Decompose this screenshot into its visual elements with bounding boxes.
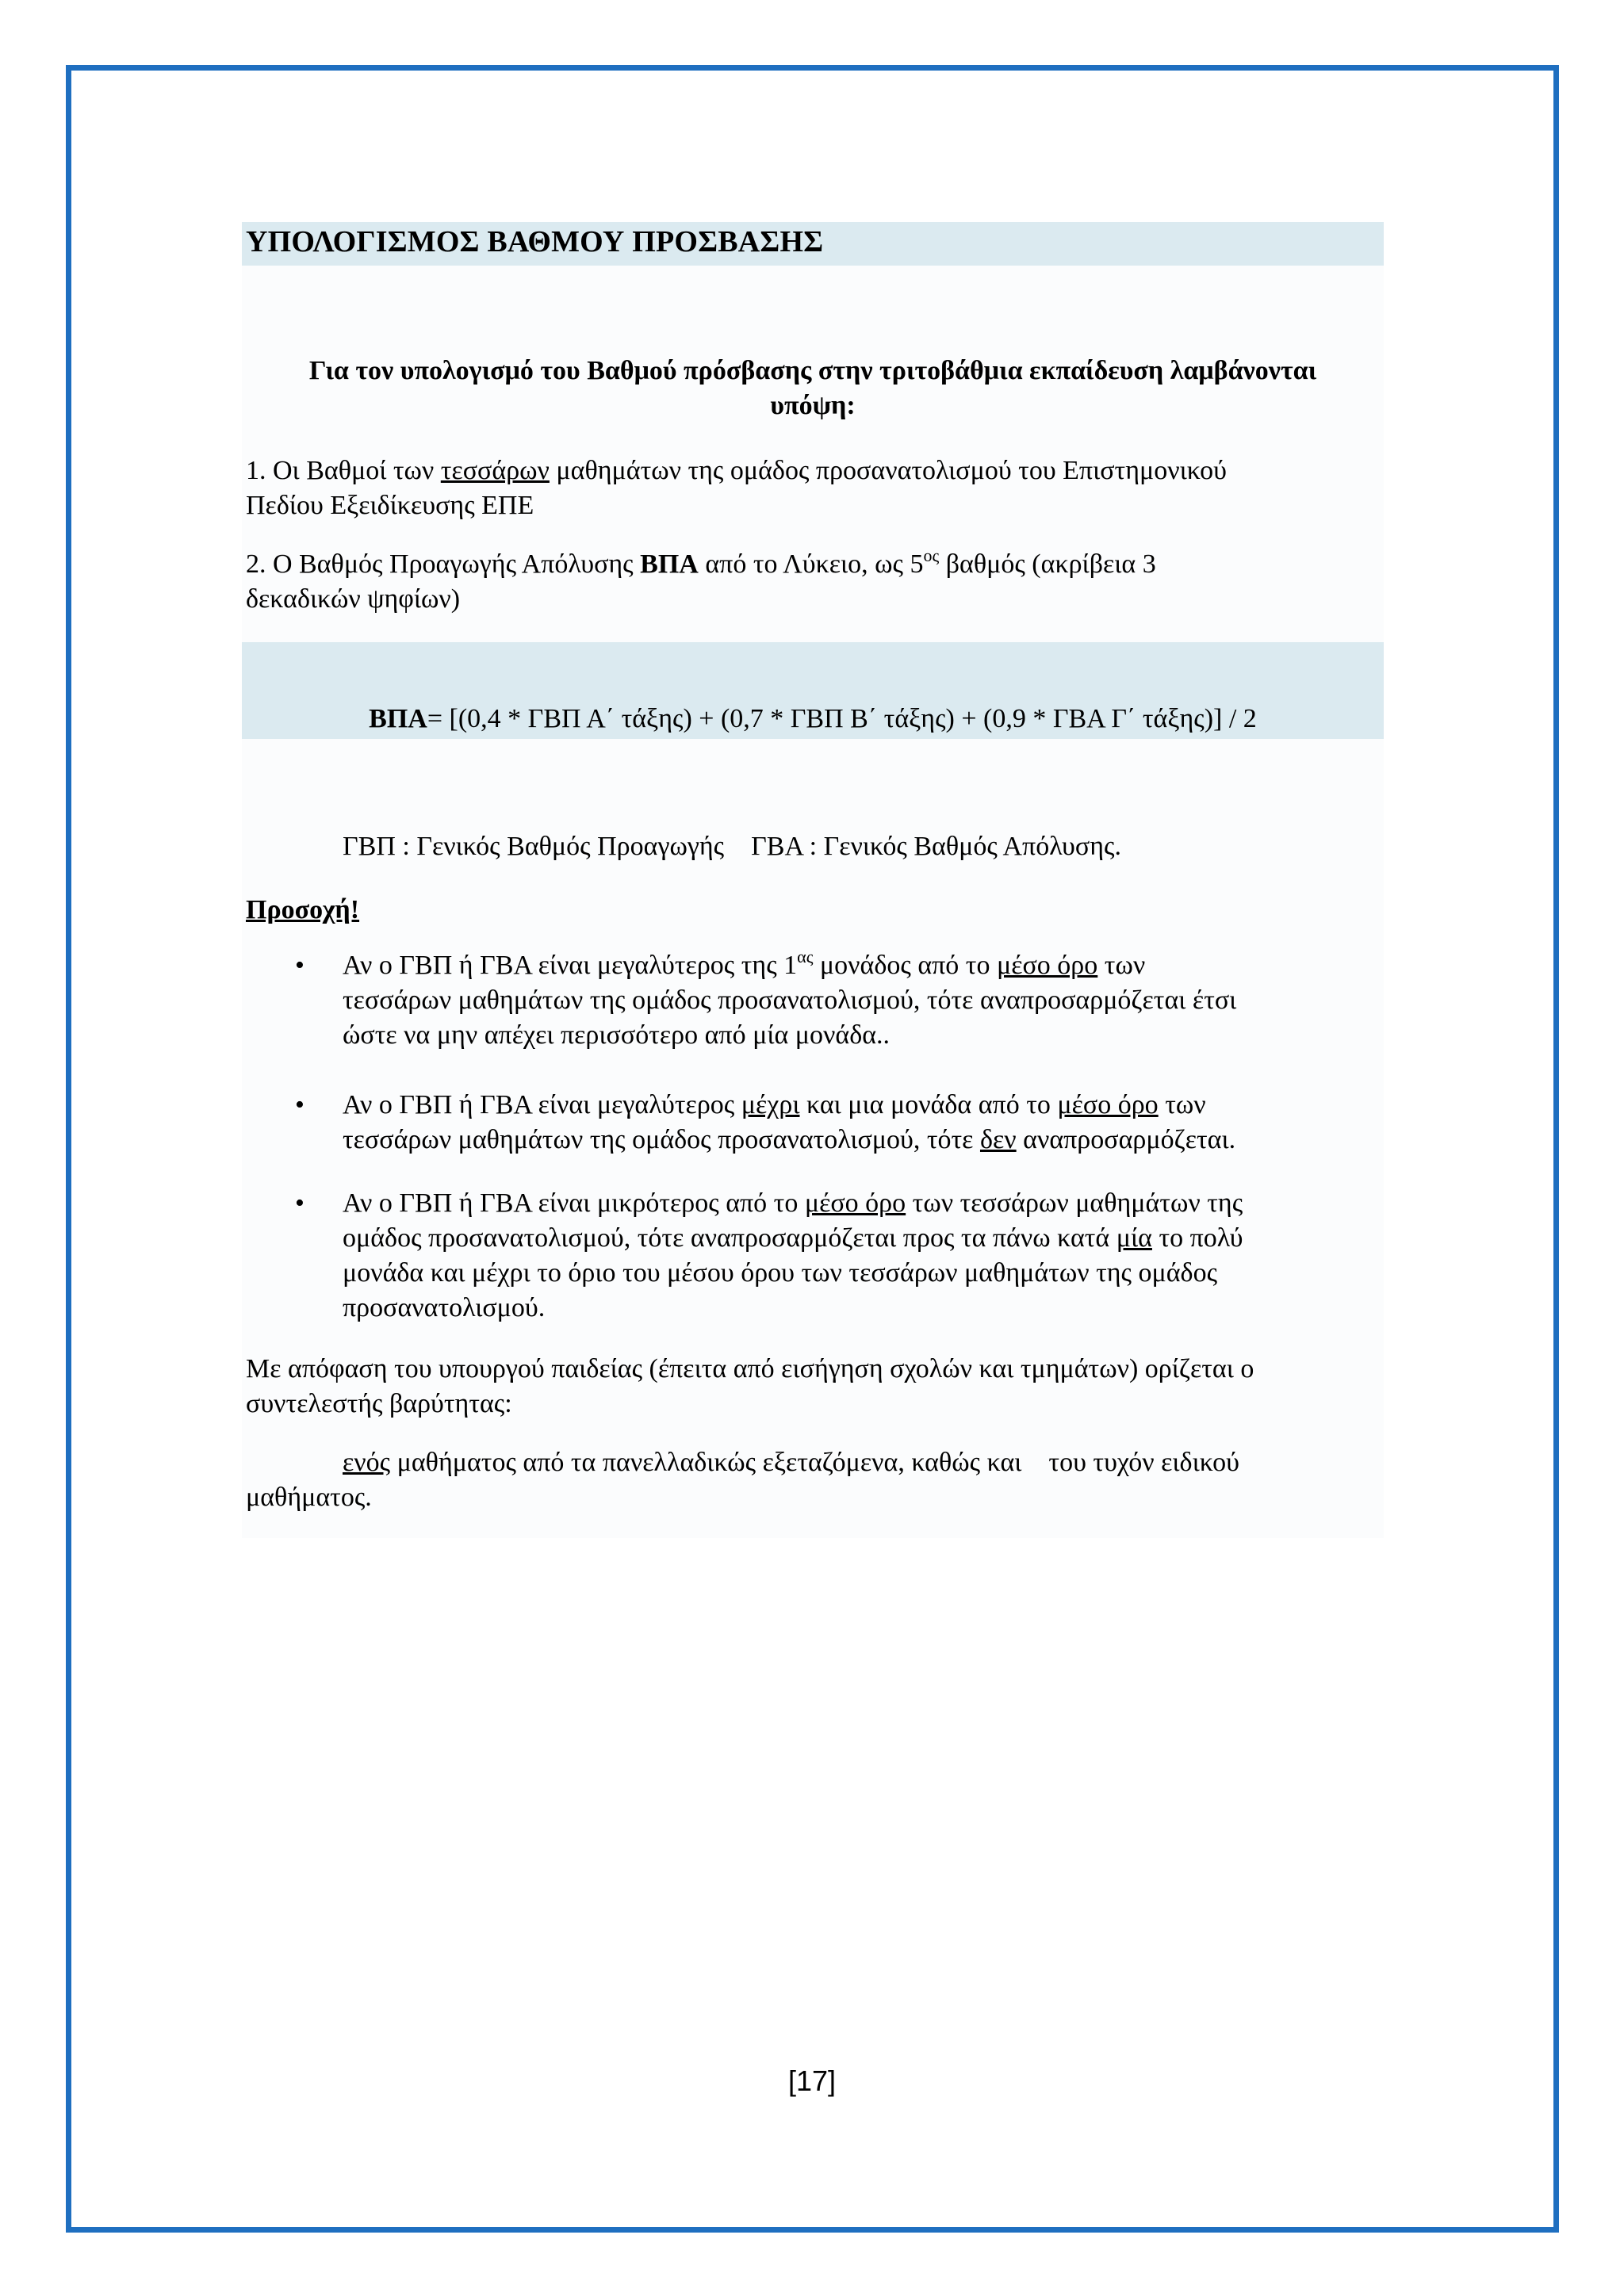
criterion-1-line-1: 1. Οι Βαθμοί των τεσσάρων μαθημάτων της ομάδος προσανατολισμού του Επιστημονικού xyxy=(246,456,1227,485)
bullet-1-line-2: τεσσάρων μαθημάτων της ομάδος προσανατολισμού, τότε αναπροσαρμόζεται έτσι xyxy=(343,985,1237,1015)
bullet-3-line-3: μονάδα και μέχρι το όριο του μέσου όρου των τεσσάρων μαθημάτων της ομάδος xyxy=(343,1258,1218,1288)
rule-bullet-1 xyxy=(343,948,1381,1053)
page-number: [17] xyxy=(787,2064,837,2097)
criterion-2-line-2: δεκαδικών ψηφίων) xyxy=(246,584,461,614)
criterion-2 xyxy=(246,547,1380,617)
bullet-dot: • xyxy=(295,1188,304,1218)
decision-line-2: συντελεστής βαρύτητας: xyxy=(246,1389,512,1418)
criterion-1-line-2: Πεδίου Εξειδίκευσης ΕΠΕ xyxy=(246,491,534,520)
intro-line-2: υπόψη: xyxy=(770,391,856,420)
formula-label: ΒΠΑ xyxy=(369,704,427,733)
rule-bullet-2 xyxy=(343,1088,1381,1158)
bullet-3-line-4: προσανατολισμού. xyxy=(343,1293,546,1322)
formula-expression: = [(0,4 * ΓΒΠ Α΄ τάξης) + (0,7 * ΓΒΠ Β΄ τάξης) + (0,9 * ΓΒΑ Γ΄ τάξης)] / 2 xyxy=(427,704,1257,733)
closing-line-2: μαθήματος. xyxy=(246,1483,372,1512)
bpa-formula xyxy=(242,702,1384,737)
abbreviation-definitions: ΓΒΠ : Γενικός Βαθμός Προαγωγής ΓΒΑ : Γενικός Βαθμός Απόλυσης. xyxy=(343,832,1121,861)
bullet-2-line-1: Αν ο ΓΒΠ ή ΓΒΑ είναι μεγαλύτερος μέχρι και μια μονάδα από το μέσο όρο των xyxy=(343,1090,1206,1119)
bullet-2-line-2: τεσσάρων μαθημάτων της ομάδος προσανατολισμού, τότε δεν αναπροσαρμόζεται. xyxy=(343,1125,1236,1154)
bullet-dot: • xyxy=(295,951,304,980)
decision-paragraph xyxy=(246,1352,1380,1422)
bullet-1-line-1: Αν ο ΓΒΠ ή ΓΒΑ είναι μεγαλύτερος της $1^{\alpha\varsigma}$ μονάδος από το μέσο όρο των xyxy=(343,947,1146,980)
bullet-1-line-3: ώστε να μην απέχει περισσότερο από μία μονάδα.. xyxy=(343,1020,891,1050)
closing-line-1: ενός μαθήματος από τα πανελλαδικώς εξεταζόμενα, καθώς και του τυχόν ειδικού xyxy=(343,1448,1239,1477)
intro-paragraph xyxy=(242,354,1384,423)
bullet-3-line-2: ομάδος προσανατολισμού, τότε αναπροσαρμόζεται προς τα πάνω κατά μία το πολύ xyxy=(343,1223,1243,1253)
bpa-abbreviation: ΒΠΑ xyxy=(640,549,699,579)
attention-heading: Προσοχή! xyxy=(246,895,360,924)
criterion-1 xyxy=(246,453,1380,523)
bullet-3-line-1: Αν ο ΓΒΠ ή ΓΒΑ είναι μικρότερος από το μέσο όρο των τεσσάρων μαθημάτων της xyxy=(343,1188,1243,1218)
decision-line-1: Με απόφαση του υπουργού παιδείας (έπειτα από εισήγηση σχολών και τμημάτων) ορίζεται ο xyxy=(246,1354,1254,1383)
intro-line-1: Για τον υπολογισμό του Βαθμού πρόσβασης στην τριτοβάθμια εκπαίδευση λαμβάνονται xyxy=(308,356,1317,385)
rule-bullet-3 xyxy=(343,1186,1381,1326)
criterion-2-line-1: 2. Ο Βαθμός Προαγωγής Απόλυσης ΒΠΑ από το Λύκειο, ως $5^{o\varsigma}$ βαθμός (ακρίβεια 3 xyxy=(246,545,1156,579)
underlined-word: τεσσάρων xyxy=(440,456,550,485)
bullet-dot: • xyxy=(295,1090,304,1119)
section-heading: ΥΠΟΛΟΓΙΣΜΟΣ ΒΑΘΜΟΥ ΠΡΟΣΒΑΣΗΣ xyxy=(246,225,824,258)
